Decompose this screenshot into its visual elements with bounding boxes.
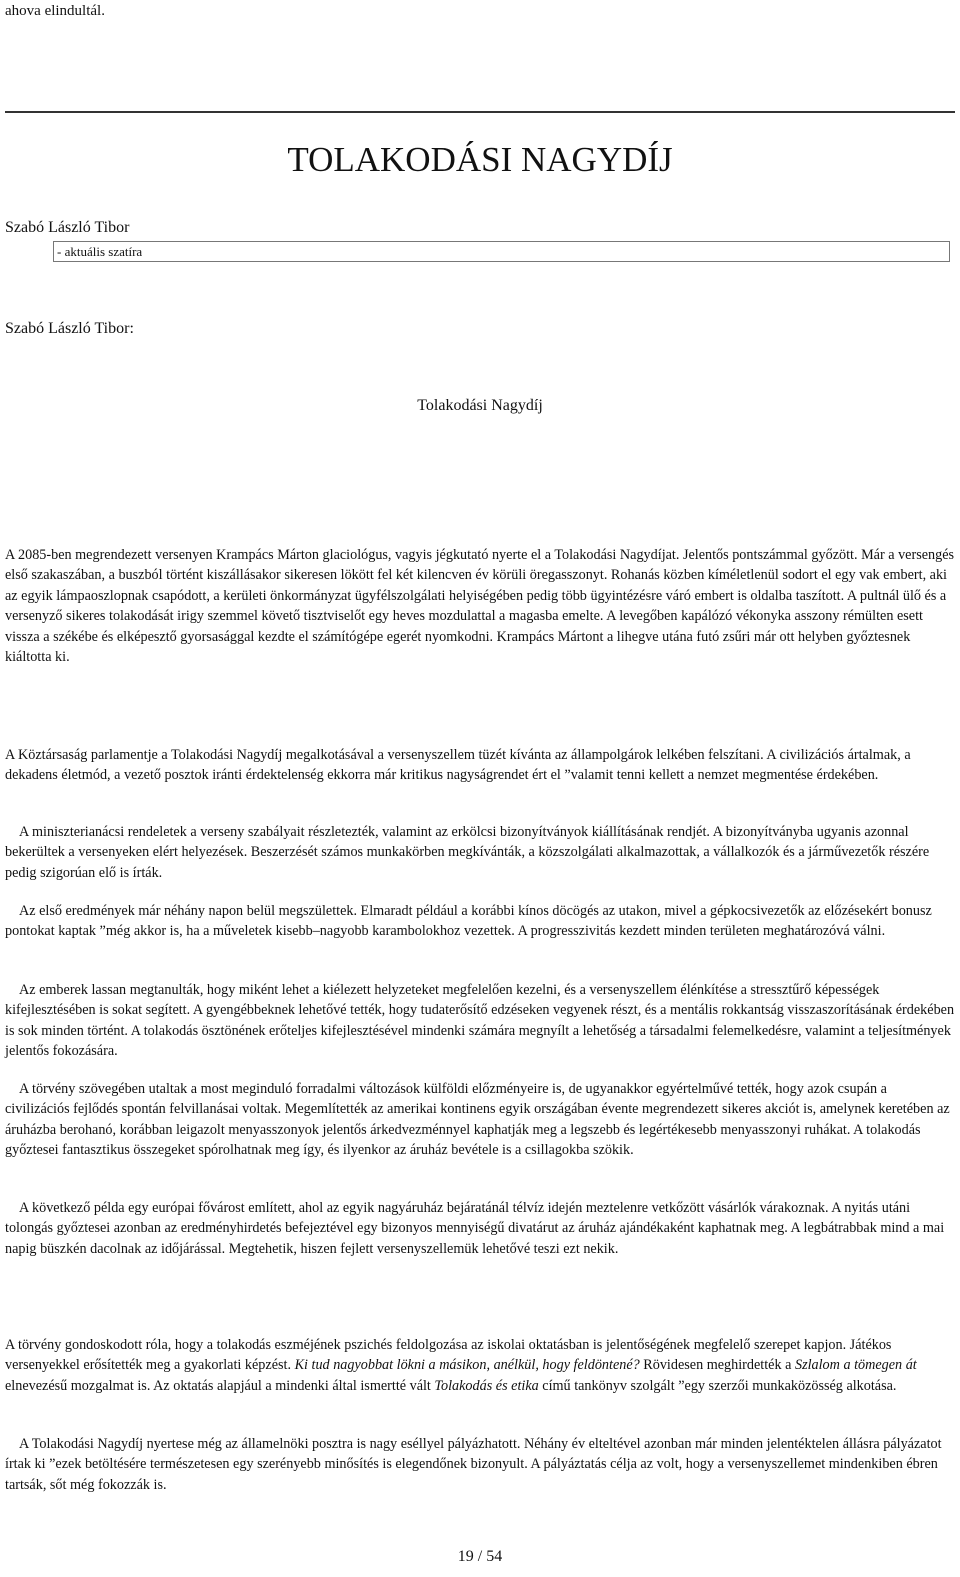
paragraph-8-part-2: Rövidesen meghirdették a	[639, 1357, 795, 1374]
paragraph-8-italic-movement: Szlalom a tömegen át	[794, 1357, 917, 1374]
paragraph-4: Az első eredmények már néhány napon belül megszülettek. Elmaradt például a korábbi kínos döcögés az utakon, mivel a gépkocsivezetők az előzésekért bonusz pontokat kaptak ”még akkor is, ha a műveletek kisebb–nagyobb karambolokhoz vezettek. A progresszivitás kezdett minden területen meghatározóvá válni.	[5, 903, 932, 940]
paragraph-2: A Köztársaság parlamentje a Tolakodási Nagydíj megalkotásával a versenyszellem tüzét kívánta az állampolgárok lelkében felszítani. A civilizációs ártalmak, a dekadens életmód, a vezető posztok iránti érdektelenség ekkorra már kritikus nagyságrendet ért el ”valamit tenni kellett a nemzet megmentése érdekében.	[5, 747, 911, 784]
paragraph-8-part-3: elnevezésű mozgalmat is. Az oktatás alapjául a mindenki által ismertté vált	[5, 1377, 435, 1394]
author-name: Szabó László Tibor	[5, 219, 130, 236]
header-divider	[5, 111, 955, 113]
paragraph-8-italic-question: Ki tud nagyobbat lökni a másikon, anélkül, hogy feldöntené?	[294, 1357, 640, 1374]
paragraph-6: A törvény szövegében utaltak a most meginduló forradalmi változások külföldi előzményeire is, de ugyanakkor egyértelművé tették, hogy azok csupán a civilizációs fejlődés spontán felvillanásai voltak. Megemlítették az amerikai kontinens egyik országában évente megrendezett sikeres akciót is, amelynek keretében az áruházba berohanó, korábban leigazolt menyasszonyok jelentős árkedvezménnyel kaphatják meg a legszebb és legértékesebb menyasszonyi ruhákat. A tolakodás győztesei fantasztikus összegeket spórolhatnak meg így, és ilyenkor az áruház bevétele is a csillagokba szökik.	[5, 1081, 950, 1159]
paragraph-3: A miniszterianácsi rendeletek a verseny szabályait részletezték, valamint az erkölcsi bizonyítványok kiállításának rendjét. A bizonyítványba ugyanis azonnal bekerültek a versenyeken elért helyezések. Beszerzését számos munkakörben megkívánták, a közszolgálati alkalmazottak, a vállalkozók és a járművezetők részére pedig szigorúan elő is írták.	[5, 824, 930, 881]
paragraph-9: A Tolakodási Nagydíj nyertese még az államelnöki posztra is nagy eséllyel pályázhatott. Néhány év elteltével azonban már minden jelentéktelen állásra pályázatot írtak ki ”ezek betöltésére természetesen egy szerényebb minősítés is elegendőnek bizonyult. A pályáztatás célja az volt, hogy a versenyszellemet mindenkiben ébren tartsák, sőt még fokozzák is.	[5, 1436, 942, 1493]
document-title: TOLAKODÁSI NAGYDÍJ	[287, 140, 673, 179]
page-number: 19 / 54	[457, 1548, 503, 1565]
paragraph-5: Az emberek lassan megtanulták, hogy miként lehet a kiélezett helyzeteket megfelelően kezelni, és a versenyszellem élénkítése a stressztűrő képességek kifejlesztésében is sokat segített. A gyengébbeknek lehetővé tették, hogy tudaterősítő edzéseken vegyenek részt, és a mentális rokkantság visszaszorításának érdekében is sok minden történt. A tolakodás ösztönének erőteljes kifejlesztésével mindenki számára megnyílt a lehetőség a társadalmi felemelkedésre, valamint a teljesítmények jelentős fokozására.	[5, 982, 955, 1060]
paragraph-8-part-4: című tankönyv szolgált ”egy szerzői munkaközösség alkotása.	[538, 1377, 897, 1394]
paragraph-8-italic-book: Tolakodás és etika	[434, 1377, 539, 1394]
paragraph-8-part-1: A törvény gondoskodott róla, hogy a tolakodás eszméjének pszichés feldolgozása az iskolai oktatásban is jelentőségének megfelelő szerepet kapjon. Játékos versenyekkel erősítették meg a gyakorlati képzést.	[5, 1337, 892, 1374]
work-title: Tolakodási Nagydíj	[417, 397, 543, 414]
page-header-text: ahova elindultál.	[5, 3, 105, 19]
subtitle-box: - aktuális szatíra	[53, 241, 950, 262]
paragraph-8	[5, 1335, 955, 1396]
author-label: Szabó László Tibor:	[5, 320, 134, 337]
paragraph-1: A 2085-ben megrendezett versenyen Krampács Márton glaciológus, vagyis jégkutató nyerte el a Tolakodási Nagydíjat. Jelentős pontszámmal győzött. Már a versengés első szakaszában, a buszból történt kiszállásakor sikeresen lökött fel két kilencven év körüli öregasszonyt. Rohanás közben kíméletlenül sodort el egy vak embert, aki az egyik lámpaoszlopnak csapódott, a kerületi önkormányzat ügyfélszolgálati helyiségében pedig több ügyintézésre váró embert is oldalba taszított. A pultnál ülő és a versenyző sikeres tolakodását irigy szemmel követő tisztviselőt egy heves mozdulattal a magasba emelte. A levegőben kapálózó vékonyka asszony rémülten esett vissza a székébe és elképesztő gyorsasággal kezdte el számítógépe egerét nyomkodni. Krampács Mártont a lihegve utána futó zsűri már ott helyben győztesnek kiáltotta ki.	[5, 547, 955, 666]
paragraph-7: A következő példa egy európai fővárost említett, ahol az egyik nagyáruház bejáratánál télvíz idején meztelenre vetkőzött vásárlók várakoznak. A nyitás utáni tolongás győztesei azonban az eredményhirdetés befejeztével egy bizonyos mennyiségű divatárut az áruház ajándékaként kaphatnak meg. A legbátrabbak mind a mai napig büszkén dacolnak az időjárással. Megtehetik, hiszen fejlett versenyszellemük lehetővé teszi ezt nekik.	[5, 1200, 945, 1257]
